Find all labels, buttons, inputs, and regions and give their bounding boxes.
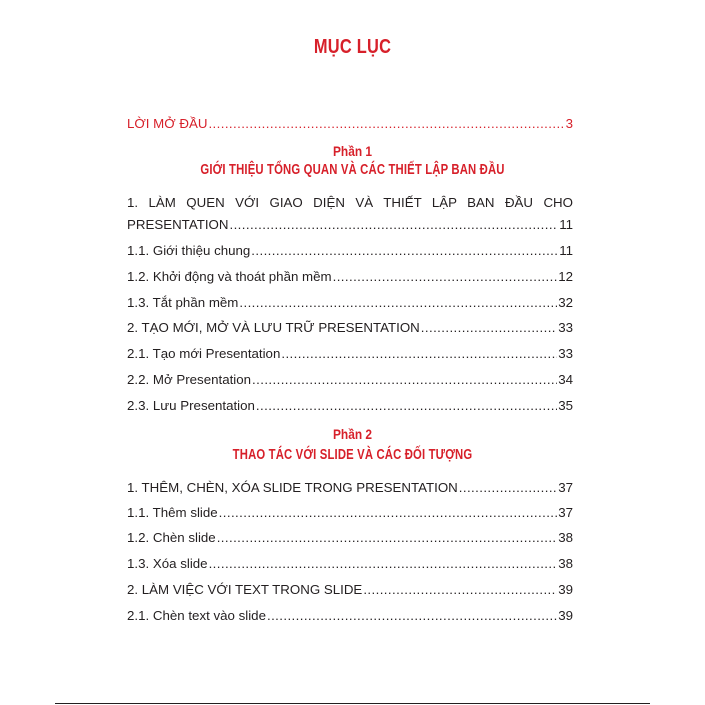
toc-entry[interactable] <box>127 480 573 496</box>
toc-entry[interactable] <box>127 269 573 285</box>
toc-entry-label: 1.3. Xóa slide <box>127 556 208 571</box>
toc-entry[interactable] <box>127 295 573 311</box>
toc-entry-1-line1[interactable]: 1. LÀM QUEN VỚI GIAO DIỆN VÀ THIẾT LẬP BAN ĐẦU CHO <box>127 195 573 210</box>
toc-entry-page: 38 <box>558 556 573 571</box>
toc-entry-label: 1. THÊM, CHÈN, XÓA SLIDE TRONG PRESENTATION <box>127 480 458 495</box>
toc-entry-label: 2.1. Tạo mới Presentation <box>127 346 281 361</box>
dot-leader <box>219 505 558 521</box>
page-title: MỤC LỤC <box>313 36 392 58</box>
toc-entry-page: 39 <box>558 582 573 597</box>
toc-entry-intro[interactable] <box>127 116 573 132</box>
dot-leader <box>252 372 557 388</box>
toc-entry-page: 33 <box>558 320 573 335</box>
toc-entry-label: 1.2. Chèn slide <box>127 530 216 545</box>
toc-entry[interactable] <box>127 556 573 572</box>
toc-entry-label: 2.1. Chèn text vào slide <box>127 608 266 623</box>
part-2-title: THAO TÁC VỚI SLIDE VÀ CÁC ĐỐI TƯỢNG <box>232 447 473 463</box>
toc-entry-page: 12 <box>558 269 573 284</box>
dot-leader <box>421 320 557 336</box>
toc-entry-label: LỜI MỞ ĐẦU <box>127 116 208 131</box>
toc-entry[interactable] <box>127 530 573 546</box>
dot-leader <box>229 217 558 233</box>
toc-entry-label: 1.3. Tắt phần mềm <box>127 295 239 310</box>
toc-entry-page: 37 <box>558 480 573 495</box>
dot-leader <box>217 530 558 546</box>
toc-entry-page: 11 <box>559 217 573 232</box>
toc-entry[interactable] <box>127 217 573 233</box>
toc-entry-page: 37 <box>558 505 573 520</box>
dot-leader <box>333 269 558 285</box>
toc-entry[interactable] <box>127 372 573 388</box>
toc-entry-page: 33 <box>558 346 573 361</box>
toc-entry-page: 32 <box>558 295 573 310</box>
toc-entry-label: 1.1. Thêm slide <box>127 505 218 520</box>
dot-leader <box>459 480 557 496</box>
toc-entry[interactable] <box>127 346 573 362</box>
dot-leader <box>239 295 557 311</box>
dot-leader <box>281 346 557 362</box>
toc-entry[interactable] <box>127 398 573 414</box>
toc-entry-label: 2.3. Lưu Presentation <box>127 398 255 413</box>
toc-entry-page: 38 <box>558 530 573 545</box>
toc-entry-page: 3 <box>565 116 573 131</box>
toc-entry-label: 2. TẠO MỚI, MỞ VÀ LƯU TRỮ PRESENTATION <box>127 320 420 335</box>
toc-entry-page: 39 <box>558 608 573 623</box>
dot-leader <box>208 116 564 132</box>
toc-entry-label: PRESENTATION <box>127 217 229 232</box>
toc-entry-label: 1.2. Khởi động và thoát phần mềm <box>127 269 332 284</box>
toc-entry[interactable] <box>127 243 573 259</box>
dot-leader <box>267 608 557 624</box>
toc-entry-label: 2.2. Mở Presentation <box>127 372 252 387</box>
toc-entry-page: 11 <box>559 243 573 258</box>
toc-entry[interactable] <box>127 608 573 624</box>
bottom-divider <box>55 703 650 704</box>
part-1-label: Phần 1 <box>332 143 373 159</box>
toc-entry-page: 35 <box>558 398 573 413</box>
part-2-label: Phần 2 <box>332 426 373 442</box>
toc-entry-label: 2. LÀM VIỆC VỚI TEXT TRONG SLIDE <box>127 582 363 597</box>
dot-leader <box>256 398 557 414</box>
dot-leader <box>251 243 558 259</box>
toc-entry[interactable] <box>127 582 573 598</box>
dot-leader <box>363 582 557 598</box>
toc-entry[interactable] <box>127 505 573 521</box>
dot-leader <box>209 556 558 572</box>
toc-entry[interactable] <box>127 320 573 336</box>
toc-entry-page: 34 <box>558 372 573 387</box>
part-1-title: GIỚI THIỆU TỔNG QUAN VÀ CÁC THIẾT LẬP BAN ĐẦU <box>200 162 505 178</box>
toc-entry-label: 1.1. Giới thiệu chung <box>127 243 251 258</box>
